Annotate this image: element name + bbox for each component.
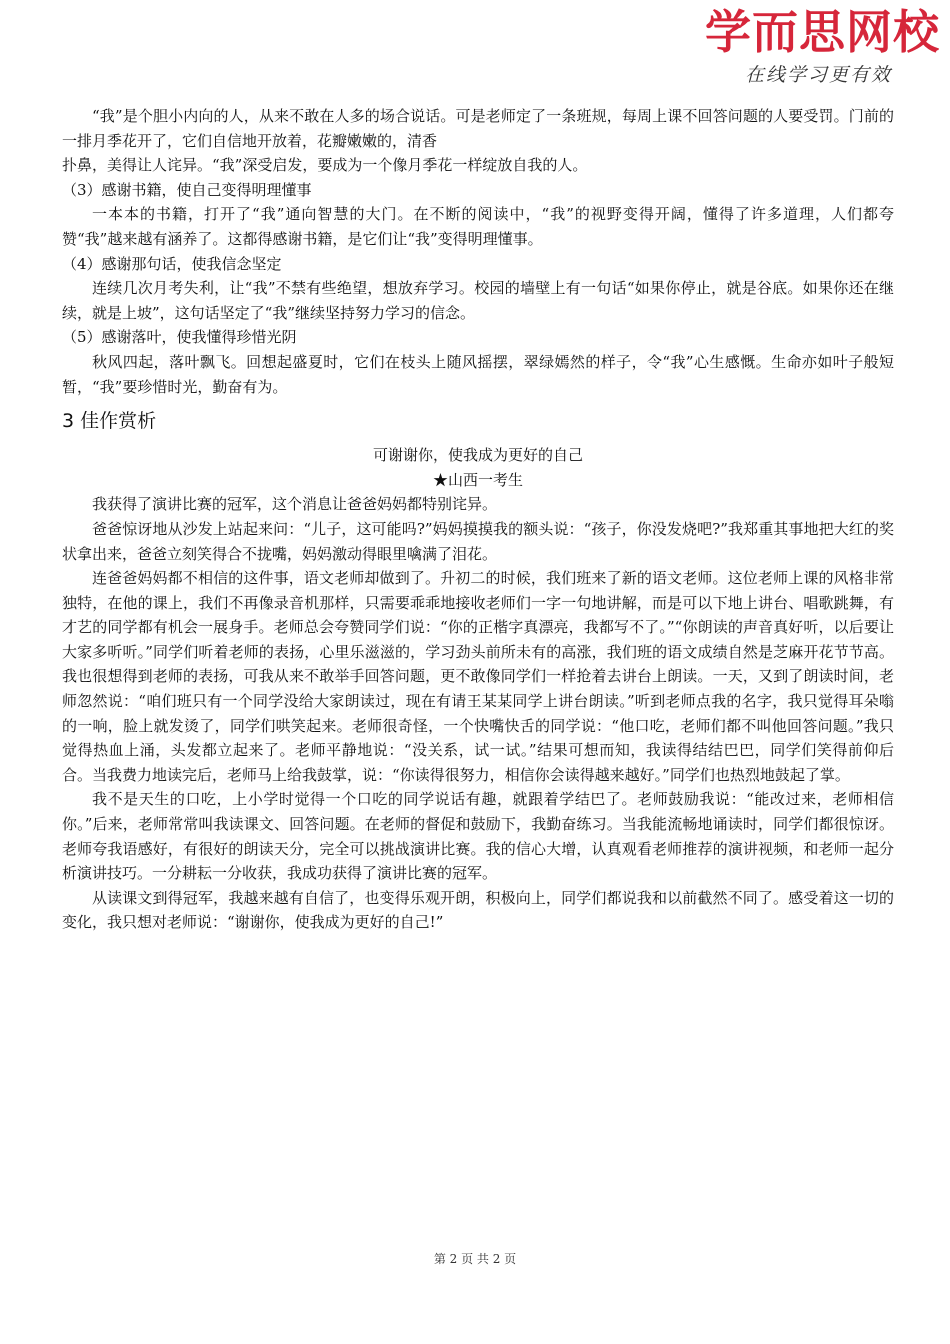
essay-paragraph-4: 我不是天生的口吃，上小学时觉得一个口吃的同学说话有趣，就跟着学结巴了。老师鼓励我说：“能改过来，老师相信你。”后来，老师常常叫我读课文、回答问题。在老师的督促和鼓励下，我勤奋练习。当我能流畅地诵读时，同学们都很惊讶。老师夸我语感好，有很好的朗读天分，完全可以挑战演讲比赛。我的信心大增，认真观看老师推荐的演讲视频，和老师一起分析演讲技巧。一分耕耘一分收获，我成功获得了演讲比赛的冠军。 <box>62 790 894 883</box>
document-body <box>62 104 894 935</box>
point-heading-3: （3）感谢书籍，使自己变得明理懂事 <box>62 180 312 199</box>
brand-logo-title: 学而思网校 <box>705 5 940 59</box>
brand-slogan: 在线学习更有效 <box>744 64 892 86</box>
brand-logo <box>670 4 940 88</box>
essay-title: 可谢谢你，使我成为更好的自己 <box>372 446 583 465</box>
point-heading-5: （5）感谢落叶，使我懂得珍惜光阴 <box>62 328 297 347</box>
section-title: 3 佳作赏析 <box>62 410 157 433</box>
point-heading-4: （4）感谢那句话，使我信念坚定 <box>62 254 282 273</box>
essay-paragraph-2: 爸爸惊讶地从沙发上站起来问：“儿子，这可能吗?”妈妈摸摸我的额头说：“孩子，你没发烧吧?”我郑重其事地把大红的奖状拿出来，爸爸立刻笑得合不拢嘴，妈妈激动得眼里噙满了泪花。 <box>62 519 894 563</box>
essay-paragraph-5: 从读课文到得冠军，我越来越有自信了，也变得乐观开朗，积极向上，同学们都说我和以前截然不同了。感受着这一切的变化，我只想对老师说：“谢谢你，使我成为更好的自己!” <box>62 888 894 932</box>
point-text-3: 一本本的书籍，打开了“我”通向智慧的大门。在不断的阅读中，“我”的视野变得开阔，懂得了许多道理，人们都夸赞“我”越来越有涵养了。这都得感谢书籍，是它们让“我”变得明理懂事。 <box>62 205 894 248</box>
point-text-5: 秋风四起，落叶飘飞。回想起盛夏时，它们在枝头上随风摇摆，翠绿嫣然的样子，令“我”心生感慨。生命亦如叶子般短暂，“我”要珍惜时光，勤奋有为。 <box>62 352 894 396</box>
point-text-4: 连续几次月考失利，让“我”不禁有些绝望，想放弃学习。校园的墙壁上有一句话“如果你停止，就是谷底。如果你还在继续，就是上坡”，这句话坚定了“我”继续坚持努力学习的信念。 <box>62 279 894 322</box>
intro-paragraph-2: 扑鼻，美得让人诧异。“我”深受启发，要成为一个像月季花一样绽放自我的人。 <box>62 156 588 175</box>
page-footer: 第 2 页 共 2 页 <box>433 1252 517 1266</box>
intro-paragraph-1: “我”是个胆小内向的人，从来不敢在人多的场合说话。可是老师定了一条班规，每周上课不回答问题的人要受罚。门前的一排月季花开了，它们自信地开放着，花瓣嫩嫩的，清香 <box>62 107 894 150</box>
essay-paragraph-1: 我获得了演讲比赛的冠军，这个消息让爸爸妈妈都特别诧异。 <box>92 495 498 514</box>
essay-paragraph-3: 连爸爸妈妈都不相信的这件事，语文老师却做到了。升初二的时候，我们班来了新的语文老师。这位老师上课的风格非常独特，在他的课上，我们不再像录音机那样，只需要乖乖地接收老师们一字一句地讲解，而是可以下地上讲台、唱歌跳舞，有才艺的同学都有机会一展身手。老师总会夸赞同学们说：“你的正楷字真漂亮，我都写不了。”“你朗读的声音真好听，以后要让大家多听听。”同学们听着老师的表扬，心里乐滋滋的，学习劲头前所未有的高涨，我们班的语文成绩自然是芝麻开花节节高。我也很想得到老师的表扬，可我从来不敢举手回答问题，更不敢像同学们一样抢着去讲台上朗读。一天，又到了朗读时间，老师忽然说：“咱们班只有一个同学没给大家朗读过，现在有请王某某同学上讲台朗读。”听到老师点我的名字，我只觉得耳朵嗡的一响，脸上就发烫了，同学们哄笑起来。老师很奇怪，一个快嘴快舌的同学说：“他口吃，老师们都不叫他回答问题。”我只觉得热血上涌，头发都立起来了。老师平静地说：“没关系，试一试。”结果可想而知，我读得结结巴巴，同学们笑得前仰后合。当我费力地读完后，老师马上给我鼓掌，说：“你读得很努力，相信你会读得越来越好。”同学们也热烈地鼓起了掌。 <box>62 569 894 784</box>
essay-author: ★山西一考生 <box>432 470 523 489</box>
